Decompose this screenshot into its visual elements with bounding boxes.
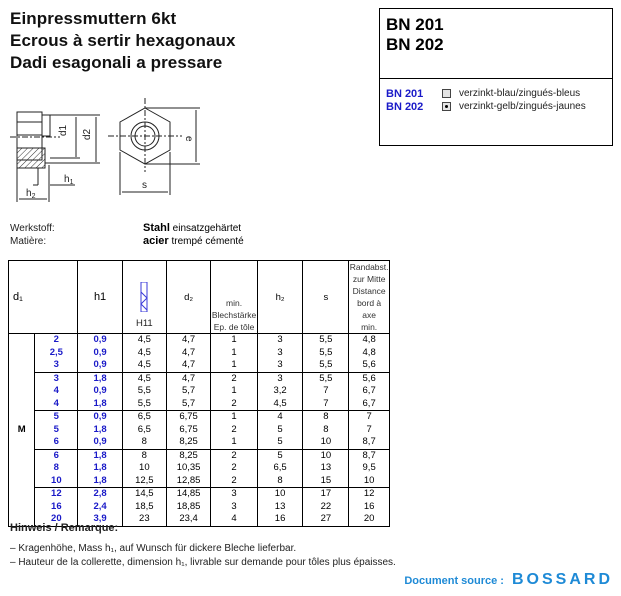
table-cell: 5,5 <box>303 334 349 347</box>
table-cell: 4 <box>35 398 78 411</box>
title-fr: Ecrous à sertir hexagonaux <box>10 31 236 50</box>
table-row <box>9 398 390 411</box>
header-edge-line: Distance <box>352 286 386 296</box>
table-cell: 23 <box>122 513 166 526</box>
table-cell: 4,5 <box>122 347 166 360</box>
table-cell: 6,7 <box>349 398 390 411</box>
table-cell: 2 <box>211 462 257 475</box>
table-cell: 1,8 <box>78 398 123 411</box>
table-cell: 10 <box>35 475 78 488</box>
svg-text:s: s <box>142 180 147 191</box>
header-h2: h₂ <box>257 261 303 334</box>
table-cell: 6,5 <box>122 424 166 437</box>
table-cell: 4,5 <box>122 334 166 347</box>
svg-text:d2: d2 <box>82 128 93 140</box>
table-cell: 10 <box>122 462 166 475</box>
table-cell: 3 <box>211 501 257 514</box>
table-cell: 3 <box>257 372 303 385</box>
table-cell: 12,85 <box>166 475 211 488</box>
table-cell: 4,8 <box>349 334 390 347</box>
variant-code: BN 201 <box>386 87 424 100</box>
thread-prefix-cell: M <box>9 334 35 527</box>
technical-drawing <box>0 95 210 205</box>
table-cell: 1,8 <box>78 449 123 462</box>
table-cell: 8,25 <box>166 449 211 462</box>
table-cell: 5,5 <box>303 359 349 372</box>
table-cell: 1 <box>211 347 257 360</box>
table-cell: 3 <box>257 334 303 347</box>
table-cell: 2 <box>211 449 257 462</box>
header-edge-line: bord à axe <box>357 298 382 320</box>
table-cell: 8,7 <box>349 436 390 449</box>
table-row <box>9 424 390 437</box>
table-cell: 0,9 <box>78 436 123 449</box>
note-line: – Kragenhöhe, Mass h₁, auf Wunsch für dickere Bleche lieferbar. <box>10 543 297 554</box>
svg-text:e: e <box>183 136 194 142</box>
table-cell: 4,7 <box>166 372 211 385</box>
header-d2: d₂ <box>166 261 211 334</box>
variant-item <box>386 100 612 113</box>
table-cell: 3 <box>257 359 303 372</box>
table-cell: 20 <box>35 513 78 526</box>
header-edge-line: Randabst. <box>349 262 389 272</box>
table-cell: 2 <box>211 398 257 411</box>
table-cell: 8,25 <box>166 436 211 449</box>
table-cell: 3,2 <box>257 385 303 398</box>
drill-icon <box>140 282 148 312</box>
header-hole <box>122 261 166 334</box>
table-cell: 8,7 <box>349 449 390 462</box>
document-source <box>404 571 613 589</box>
title-block <box>10 8 236 74</box>
table-row <box>9 334 390 347</box>
table-cell: 5,7 <box>166 385 211 398</box>
material-label-fr: Matière: <box>10 236 47 247</box>
table-cell: 10 <box>257 488 303 501</box>
standards-box <box>379 8 613 146</box>
standard-code: BN 201 <box>386 15 444 34</box>
material-block <box>10 222 244 248</box>
table-cell: 2 <box>211 372 257 385</box>
table-cell: 3 <box>35 359 78 372</box>
table-cell: 16 <box>35 501 78 514</box>
variant-finish: verzinkt-blau/zingués-bleus <box>459 88 581 99</box>
table-cell: 20 <box>349 513 390 526</box>
table-cell: 3 <box>211 488 257 501</box>
table-cell: 5 <box>257 436 303 449</box>
table-cell: 4,5 <box>122 359 166 372</box>
table-cell: 1 <box>211 436 257 449</box>
standard-codes <box>380 9 612 79</box>
table-cell: 1 <box>211 359 257 372</box>
table-cell: 8 <box>257 475 303 488</box>
table-row <box>9 347 390 360</box>
table-cell: 15 <box>303 475 349 488</box>
table-cell: 2,4 <box>78 501 123 514</box>
table-body <box>9 334 390 527</box>
header-min-line: Ep. de tôle <box>213 322 255 332</box>
table-row <box>9 436 390 449</box>
table-cell: 10 <box>349 475 390 488</box>
table-cell: 2 <box>211 424 257 437</box>
note-line: – Hauteur de la collerette, dimension h₁, livrable sur demande pour tôles plus épaisses. <box>10 557 396 568</box>
material-row-de <box>10 222 244 235</box>
table-cell: 10 <box>303 449 349 462</box>
table-cell: 2,8 <box>78 488 123 501</box>
table-cell: 1 <box>211 385 257 398</box>
variant-list <box>380 79 612 113</box>
table-cell: 6 <box>35 436 78 449</box>
title-it: Dadi esagonali a pressare <box>10 53 223 72</box>
material-value-de-bold: Stahl <box>143 222 170 234</box>
table-row <box>9 488 390 501</box>
header-edge-distance <box>349 261 390 334</box>
table-cell: 18,5 <box>122 501 166 514</box>
variant-item <box>386 87 612 100</box>
table-cell: 6,5 <box>257 462 303 475</box>
table-cell: 7 <box>303 398 349 411</box>
notes-block <box>10 522 396 570</box>
header-edge-line: min. <box>361 322 378 332</box>
table-cell: 5,5 <box>122 398 166 411</box>
table-cell: 4,7 <box>166 347 211 360</box>
title-de: Einpressmuttern 6kt <box>10 9 177 28</box>
table-row <box>9 475 390 488</box>
table-cell: 5,5 <box>303 372 349 385</box>
table-cell: 7 <box>349 424 390 437</box>
table-header-row <box>9 261 390 334</box>
table-cell: 13 <box>257 501 303 514</box>
table-cell: 5 <box>257 449 303 462</box>
table-row <box>9 411 390 424</box>
material-row-fr <box>10 235 244 248</box>
table-cell: 3 <box>257 347 303 360</box>
header-h1: h1 <box>78 261 123 334</box>
variant-finish: verzinkt-gelb/zingués-jaunes <box>459 101 586 112</box>
table-cell: 5,6 <box>349 372 390 385</box>
table-cell: 16 <box>349 501 390 514</box>
header-min-thickness <box>211 261 257 334</box>
table-cell: 4 <box>257 411 303 424</box>
table-row <box>9 501 390 514</box>
table-cell: 27 <box>303 513 349 526</box>
material-value-de: einsatzgehärtet <box>169 223 242 234</box>
table-cell: 5,5 <box>122 385 166 398</box>
table-cell: 6,75 <box>166 411 211 424</box>
empty-checkbox-icon <box>442 89 451 98</box>
table-row <box>9 372 390 385</box>
header-hole-label: H11 <box>135 318 153 329</box>
bossard-logo: BOSSARD <box>511 571 613 588</box>
table-cell: 5,7 <box>166 398 211 411</box>
table-cell: 8 <box>35 462 78 475</box>
table-cell: 5,5 <box>303 347 349 360</box>
table-cell: 1,8 <box>78 462 123 475</box>
material-label-de: Werkstoff: <box>10 223 55 234</box>
material-value-fr-bold: acier <box>143 235 169 247</box>
table-cell: 18,85 <box>166 501 211 514</box>
table-cell: 1,8 <box>78 475 123 488</box>
table-cell: 4,7 <box>166 334 211 347</box>
table-cell: 9,5 <box>349 462 390 475</box>
table-cell: 3 <box>35 372 78 385</box>
svg-text:d1: d1 <box>58 124 69 136</box>
table-cell: 2 <box>211 475 257 488</box>
table-cell: 8 <box>303 411 349 424</box>
table-cell: 8 <box>122 449 166 462</box>
table-cell: 1 <box>211 334 257 347</box>
header-edge-line: zur Mitte <box>352 274 386 284</box>
table-cell: 4,5 <box>257 398 303 411</box>
table-cell: 0,9 <box>78 347 123 360</box>
table-cell: 5 <box>35 411 78 424</box>
table-cell: 22 <box>303 501 349 514</box>
header-min-line: Blechstärke <box>211 310 257 320</box>
label-h1: $h_1$ <box>64 174 74 186</box>
table-cell: 4 <box>35 385 78 398</box>
table-cell: 0,9 <box>78 411 123 424</box>
table-row <box>9 359 390 372</box>
notes-heading: Hinweis / Remarque: <box>10 522 119 534</box>
table-cell: 5 <box>35 424 78 437</box>
table-cell: 12,5 <box>122 475 166 488</box>
table-cell: 1,8 <box>78 424 123 437</box>
table-cell: 17 <box>303 488 349 501</box>
table-cell: 5,6 <box>349 359 390 372</box>
table-cell: 10,35 <box>166 462 211 475</box>
table-row <box>9 449 390 462</box>
header-d1: d₁ <box>9 261 78 334</box>
table-cell: 10 <box>303 436 349 449</box>
variant-code: BN 202 <box>386 100 424 113</box>
table-row <box>9 385 390 398</box>
table-cell: 0,9 <box>78 385 123 398</box>
table-cell: 3,9 <box>78 513 123 526</box>
dot-checkbox-icon <box>442 102 451 111</box>
table-cell: 2,5 <box>35 347 78 360</box>
table-cell: 14,5 <box>122 488 166 501</box>
table-cell: 5 <box>257 424 303 437</box>
table-cell: 4,8 <box>349 347 390 360</box>
table-cell: 6,7 <box>349 385 390 398</box>
table-cell: 6,75 <box>166 424 211 437</box>
material-value-fr: trempé cémenté <box>168 236 244 247</box>
table-cell: 23,4 <box>166 513 211 526</box>
table-cell: 14,85 <box>166 488 211 501</box>
table-cell: 6,5 <box>122 411 166 424</box>
table-cell: 12 <box>35 488 78 501</box>
standard-code: BN 202 <box>386 35 444 54</box>
table-cell: 4,7 <box>166 359 211 372</box>
source-label: Document source : <box>404 575 504 587</box>
table-cell: 12 <box>349 488 390 501</box>
table-cell: 2 <box>35 334 78 347</box>
header-min-line: min. <box>226 298 243 308</box>
header-s: s <box>303 261 349 334</box>
table-cell: 16 <box>257 513 303 526</box>
table-cell: 8 <box>122 436 166 449</box>
table-cell: 8 <box>303 424 349 437</box>
table-cell: 7 <box>303 385 349 398</box>
table-cell: 0,9 <box>78 334 123 347</box>
table-cell: 0,9 <box>78 359 123 372</box>
spec-table <box>8 260 390 527</box>
table-cell: 1,8 <box>78 372 123 385</box>
table-cell: 4 <box>211 513 257 526</box>
table-cell: 4,5 <box>122 372 166 385</box>
table-cell: 7 <box>349 411 390 424</box>
table-cell: 1 <box>211 411 257 424</box>
table-row <box>9 462 390 475</box>
table-cell: 13 <box>303 462 349 475</box>
table-cell: 6 <box>35 449 78 462</box>
svg-text:h2: $h_2$ <box>26 188 36 200</box>
